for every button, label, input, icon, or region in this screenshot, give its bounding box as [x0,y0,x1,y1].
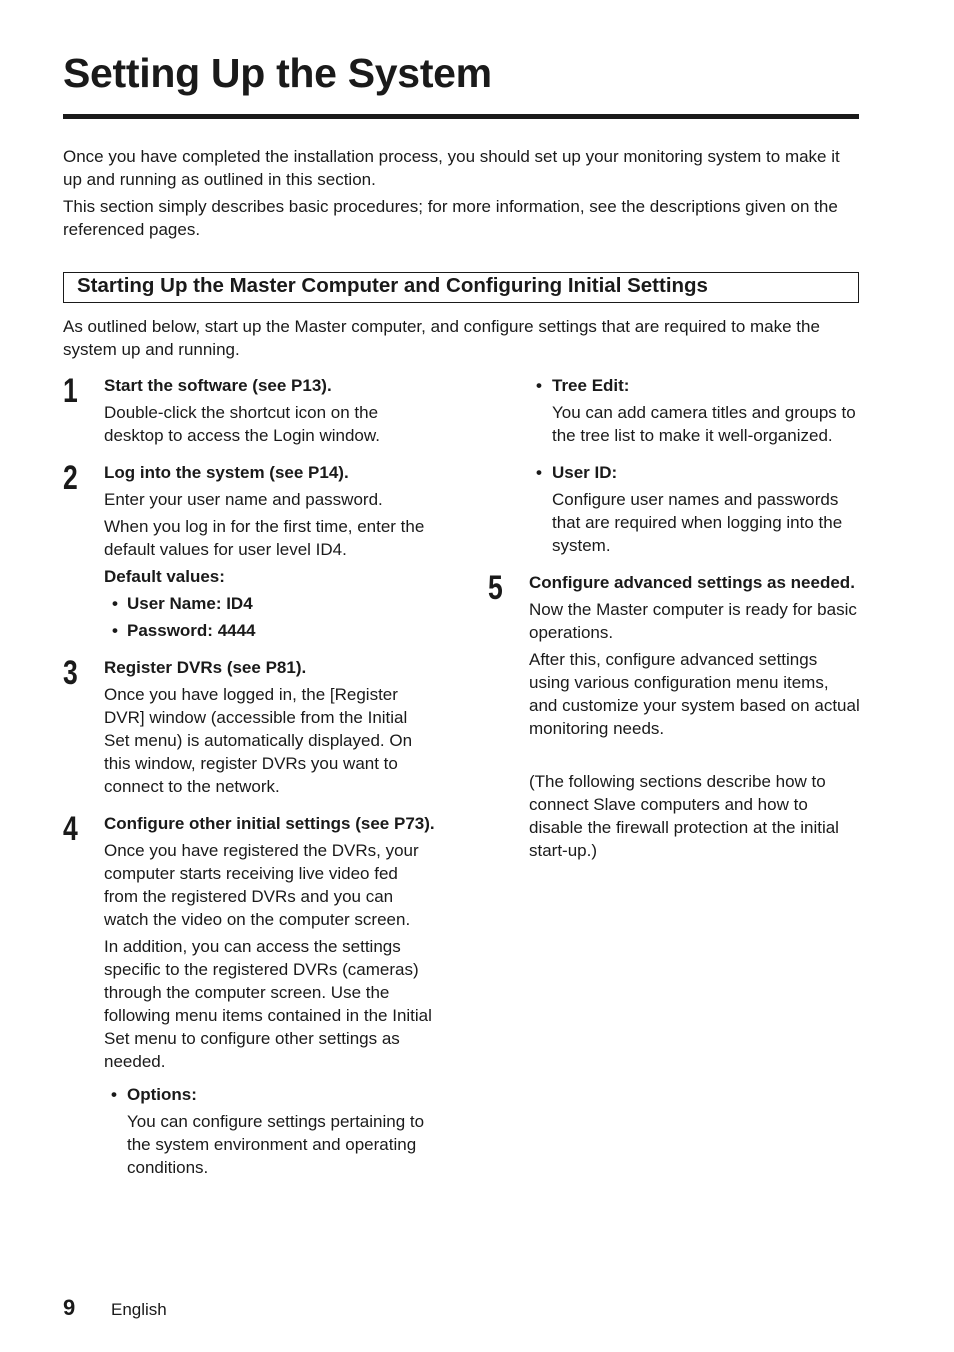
step-1 [63,374,435,447]
step-text: Once you have registered the DVRs, your computer starts receiving live video fed from the registered DVRs and you can watch the video on the computer screen. [104,841,419,929]
intro-paragraph: This section simply describes basic procedures; for more information, see the descriptions given on the referenced pages. [63,197,838,239]
bullet-icon: • [536,376,542,395]
option-title: User ID: [552,463,618,482]
page-title: Setting Up the System [63,50,492,96]
step-number: 4 [63,810,78,848]
defaults-heading: Default values: [104,567,225,586]
option-text: You can add camera titles and groups to the tree list to make it well-organized. [552,403,856,445]
page-number: 9 [63,1295,76,1320]
option-item [488,374,860,447]
step-text: In addition, you can access the settings specific to the registered DVRs (cameras) through the computer screen. Use the following menu items contained in the Initial Set menu to configure other settings as needed. [104,937,432,1071]
section-heading-box [63,272,859,303]
option-title-text: Options: [127,1085,197,1104]
bullet-icon: • [536,463,542,482]
default-value-item [104,592,435,615]
step-title: Register DVRs (see P81). [104,658,307,677]
step-text: Once you have logged in, the [Register DVR] window (accessible from the Initial Set menu) is automatically displayed. On this window, register DVRs you want to connect to the network. [104,685,413,796]
bullet-icon: • [112,594,118,613]
right-column [488,374,860,862]
step-text: Enter your user name and password. [104,490,383,509]
step-title: Start the software (see P13). [104,376,332,395]
note-text: (The following sections describe how to connect Slave computers and how to disable the firewall protection at the initial start-up.) [529,772,839,860]
step-text: Now the Master computer is ready for basic operations. [529,600,857,642]
section-heading: Starting Up the Master Computer and Configuring Initial Settings [77,274,708,297]
option-title [111,1083,435,1106]
option-text: You can configure settings pertaining to the system environment and operating conditions. [127,1112,425,1177]
bullet-icon: • [111,1085,117,1104]
step-2 [63,461,435,642]
option-text: Configure user names and passwords that are required when logging into the system. [552,490,843,555]
step-title: Log into the system (see P14). [104,463,349,482]
step-text: Double-click the shortcut icon on the desktop to access the Login window. [104,403,380,445]
page-intro [63,145,863,245]
footer-language: English [111,1300,167,1319]
step-text: After this, configure advanced settings using various configuration menu items, and customize your system based on actual monitoring needs. [529,650,860,738]
step-title: Configure advanced settings as needed. [529,573,855,592]
step-number: 2 [63,459,78,497]
step-number: 1 [63,372,78,410]
default-value-text: Password: 4444 [127,621,256,640]
default-value-text: User Name: ID4 [127,594,253,613]
option-item [488,461,860,557]
option-item [104,1083,435,1179]
step-number: 3 [63,654,78,692]
section-intro: As outlined below, start up the Master computer, and configure settings that are required to make the system up and running. [63,317,820,359]
default-value-item [104,619,435,642]
step-title: Configure other initial settings (see P73). [104,814,435,833]
step-5 [488,571,860,740]
step-number: 5 [488,569,503,607]
option-title: Tree Edit: [552,376,630,395]
title-rule [63,114,859,119]
step-text: When you log in for the first time, enter the default values for user level ID4. [104,517,425,559]
intro-paragraph: Once you have completed the installation process, you should set up your monitoring system to make it up and running as outlined in this section. [63,147,840,189]
left-column [63,374,435,1193]
step-3 [63,656,435,798]
bullet-icon: • [112,621,118,640]
step-4 [63,812,435,1179]
